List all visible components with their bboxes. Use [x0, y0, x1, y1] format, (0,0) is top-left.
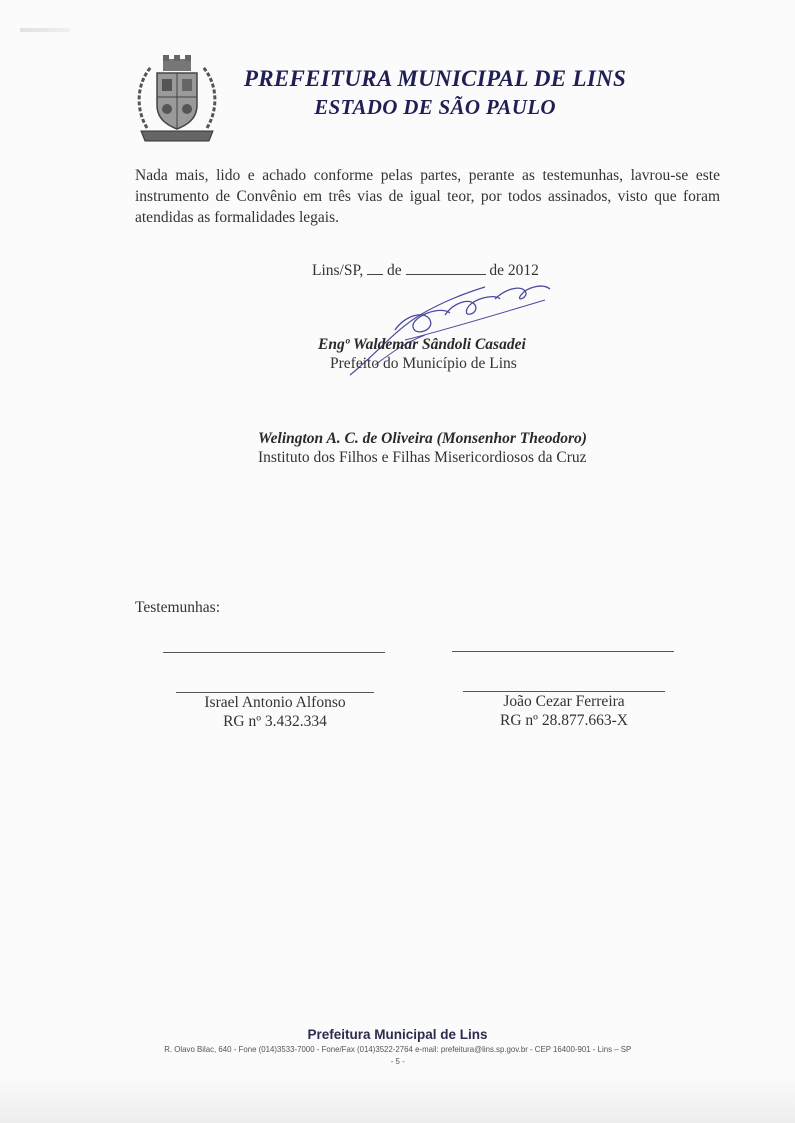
witness-2-signature-line — [452, 651, 674, 652]
witness-1-rg: RG nº 3.432.334 — [223, 713, 327, 730]
mayor-name: Engº Waldemar Sândoli Casadei — [318, 336, 526, 353]
witness-1-name: Israel Antonio Alfonso — [204, 694, 346, 711]
date-de-1: de — [387, 262, 402, 279]
header-subtitle: ESTADO DE SÃO PAULO — [314, 95, 556, 119]
mayor-role: Prefeito do Município de Lins — [330, 355, 517, 372]
footer-address: R. Olavo Bilac, 640 - Fone (014)3533-7000 - Fone/Fax (014)3522-2764 e-mail: prefeitura@lins.sp.gov.br - CEP 16400-901 - Lins – SP — [164, 1044, 632, 1054]
page-number: - 5 - — [390, 1056, 405, 1066]
day-blank — [367, 262, 383, 275]
date-year: de 2012 — [489, 262, 539, 279]
institution-representative: Welington A. C. de Oliveira (Monsenhor Theodoro) — [258, 430, 587, 447]
scan-bottom-shade — [0, 1075, 795, 1123]
header-title: PREFEITURA MUNICIPAL DE LINS — [243, 66, 627, 91]
witnesses-label: Testemunhas: — [135, 599, 221, 616]
witness-1-name-line — [176, 692, 374, 693]
witness-2-name-line — [463, 691, 665, 692]
witness-1-signature-line — [163, 652, 385, 653]
scan-artifact — [20, 28, 70, 32]
month-blank — [406, 262, 486, 275]
date-city: Lins/SP, — [312, 262, 364, 279]
coat-of-arms-icon — [133, 53, 221, 143]
institution-name: Instituto dos Filhos e Filhas Misericordiosos da Cruz — [258, 449, 587, 466]
closing-paragraph: Nada mais, lido e achado conforme pelas partes, perante as testemunhas, lavrou-se este instrumento de Convênio em três vias de igual teor, por todos assinados, visto que foram atendidas as formalidades legais. — [135, 167, 720, 226]
witness-2-name: João Cezar Ferreira — [503, 693, 625, 710]
witness-2-rg: RG nº 28.877.663-X — [500, 712, 628, 729]
footer-title: Prefeitura Municipal de Lins — [307, 1027, 488, 1042]
